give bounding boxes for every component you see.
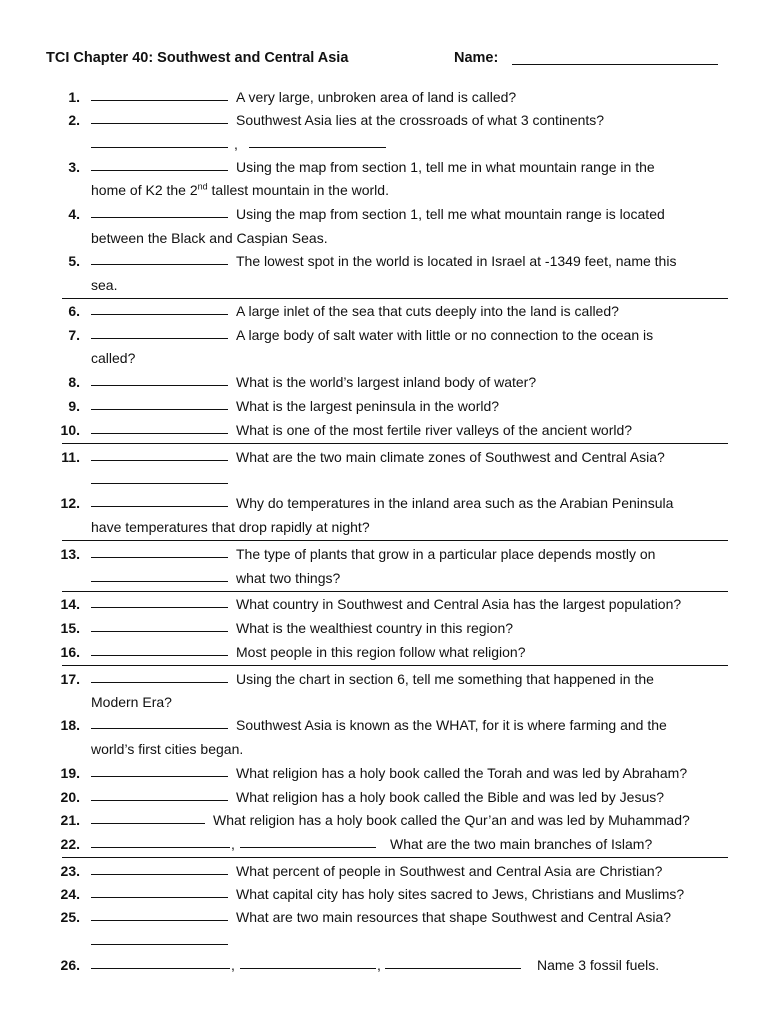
answer-line[interactable] xyxy=(91,714,228,729)
answer-line[interactable] xyxy=(91,446,228,461)
question-text: Name 3 fossil fuels. xyxy=(537,957,660,973)
question-text-continued: home of K2 the 2nd tallest mountain in the world. xyxy=(91,181,389,198)
question-18-continued xyxy=(0,738,770,760)
question-number: 26. xyxy=(60,957,80,973)
question-number: 3. xyxy=(68,159,80,175)
question-text: The type of plants that grow in a particular place depends mostly on xyxy=(236,546,656,562)
question-13 xyxy=(0,543,770,565)
question-3 xyxy=(0,156,770,178)
question-6 xyxy=(0,300,770,322)
answer-line[interactable] xyxy=(91,543,228,558)
question-text: Why do temperatures in the inland area such as the Arabian Peninsula xyxy=(236,495,674,511)
question-text: A very large, unbroken area of land is called? xyxy=(236,89,517,105)
answer-line[interactable] xyxy=(91,109,228,124)
question-5-continued xyxy=(0,274,770,296)
question-25-extra-answer xyxy=(0,930,770,952)
question-text: What are the two main climate zones of Southwest and Central Asia? xyxy=(236,449,665,465)
question-number: 13. xyxy=(60,546,80,562)
answer-line[interactable] xyxy=(91,954,230,969)
answer-line[interactable] xyxy=(91,762,228,777)
question-number: 18. xyxy=(60,717,80,733)
section-divider xyxy=(62,665,728,666)
question-text: What religion has a holy book called the Bible and was led by Jesus? xyxy=(236,789,665,805)
answer-line[interactable] xyxy=(91,300,228,315)
question-text: The lowest spot in the world is located in Israel at -1349 feet, name this xyxy=(236,253,677,269)
question-text: Southwest Asia lies at the crossroads of what 3 continents? xyxy=(236,112,605,128)
question-1 xyxy=(0,86,770,108)
question-13-continued xyxy=(0,567,770,589)
answer-line[interactable] xyxy=(91,371,228,386)
answer-line[interactable] xyxy=(91,641,228,656)
question-number: 1. xyxy=(68,89,80,105)
question-12-continued xyxy=(0,516,770,538)
question-number: 10. xyxy=(60,422,80,438)
answer-line[interactable] xyxy=(91,930,228,945)
answer-line[interactable] xyxy=(91,906,228,921)
answer-line[interactable] xyxy=(91,567,228,582)
answer-line[interactable] xyxy=(91,324,228,339)
question-number: 9. xyxy=(68,398,80,414)
question-2 xyxy=(0,109,770,131)
question-number: 8. xyxy=(68,374,80,390)
question-18 xyxy=(0,714,770,736)
question-3-continued xyxy=(0,179,770,201)
question-16 xyxy=(0,641,770,663)
comma: , xyxy=(231,836,235,852)
question-26 xyxy=(0,954,770,976)
question-5 xyxy=(0,250,770,272)
question-number: 5. xyxy=(68,253,80,269)
answer-line[interactable] xyxy=(385,954,521,969)
comma: , xyxy=(231,957,235,973)
question-15 xyxy=(0,617,770,639)
question-number: 16. xyxy=(60,644,80,660)
answer-line[interactable] xyxy=(91,395,228,410)
question-text: Using the map from section 1, tell me in what mountain range in the xyxy=(236,159,655,175)
section-divider xyxy=(62,591,728,592)
question-12 xyxy=(0,492,770,514)
question-number: 20. xyxy=(60,789,80,805)
question-4-continued xyxy=(0,227,770,249)
answer-line[interactable] xyxy=(249,133,386,148)
question-number: 6. xyxy=(68,303,80,319)
comma: , xyxy=(234,136,238,152)
question-number: 14. xyxy=(60,596,80,612)
answer-line[interactable] xyxy=(91,156,228,171)
question-number: 19. xyxy=(60,765,80,781)
question-7-continued xyxy=(0,347,770,369)
answer-line[interactable] xyxy=(91,133,228,148)
answer-line[interactable] xyxy=(91,419,228,434)
question-20 xyxy=(0,786,770,808)
answer-line[interactable] xyxy=(91,786,228,801)
question-number: 11. xyxy=(61,449,80,465)
answer-line[interactable] xyxy=(91,617,228,632)
question-number: 7. xyxy=(68,327,80,343)
question-number: 17. xyxy=(60,671,80,687)
question-text: What country in Southwest and Central Asia has the largest population? xyxy=(236,596,682,612)
question-text: A large body of salt water with little or no connection to the ocean is xyxy=(236,327,654,343)
section-divider xyxy=(62,540,728,541)
question-2-extra-answers xyxy=(0,133,770,155)
question-8 xyxy=(0,371,770,393)
section-divider xyxy=(62,857,728,858)
question-number: 15. xyxy=(60,620,80,636)
question-number: 22. xyxy=(60,836,80,852)
question-text-continued: called? xyxy=(91,350,136,366)
question-11-extra-answer xyxy=(0,469,770,491)
question-23 xyxy=(0,860,770,882)
answer-line[interactable] xyxy=(91,469,228,484)
question-text-continued: Modern Era? xyxy=(91,694,172,710)
worksheet-header xyxy=(46,50,724,70)
question-text-continued: have temperatures that drop rapidly at night? xyxy=(91,519,370,535)
answer-line[interactable] xyxy=(91,86,228,101)
answer-line[interactable] xyxy=(91,668,228,683)
answer-line[interactable] xyxy=(91,883,228,898)
question-24 xyxy=(0,883,770,905)
question-11 xyxy=(0,446,770,468)
comma: , xyxy=(377,957,381,973)
question-10 xyxy=(0,419,770,441)
question-number: 12. xyxy=(60,495,80,511)
question-7 xyxy=(0,324,770,346)
answer-line[interactable] xyxy=(91,492,228,507)
question-text-continued: sea. xyxy=(91,277,118,293)
question-17 xyxy=(0,668,770,690)
question-text: What is one of the most fertile river valleys of the ancient world? xyxy=(236,422,633,438)
worksheet-title: TCI Chapter 40: Southwest and Central Asia xyxy=(46,50,349,66)
question-22 xyxy=(0,833,770,855)
name-label: Name: xyxy=(454,50,499,66)
question-text: What are two main resources that shape Southwest and Central Asia? xyxy=(236,909,672,925)
answer-line[interactable] xyxy=(91,203,228,218)
question-text: A large inlet of the sea that cuts deeply into the land is called? xyxy=(236,303,619,319)
question-number: 2. xyxy=(68,112,80,128)
answer-line[interactable] xyxy=(240,954,376,969)
answer-line[interactable] xyxy=(91,860,228,875)
answer-line[interactable] xyxy=(91,593,228,608)
question-21 xyxy=(0,809,770,831)
question-text: What is the world’s largest inland body of water? xyxy=(236,374,537,390)
question-text: What is the largest peninsula in the world? xyxy=(236,398,500,414)
name-answer-line[interactable] xyxy=(512,50,718,65)
question-text: Using the map from section 1, tell me what mountain range is located xyxy=(236,206,665,222)
answer-line[interactable] xyxy=(91,809,205,824)
question-9 xyxy=(0,395,770,417)
question-text: What religion has a holy book called the Qur’an and was led by Muhammad? xyxy=(213,812,690,828)
question-number: 23. xyxy=(60,863,80,879)
question-text: What religion has a holy book called the Torah and was led by Abraham? xyxy=(236,765,688,781)
question-text-continued: what two things? xyxy=(236,570,341,586)
question-text: Using the chart in section 6, tell me something that happened in the xyxy=(236,671,654,687)
answer-line[interactable] xyxy=(91,833,230,848)
question-text: What is the wealthiest country in this region? xyxy=(236,620,514,636)
question-text-continued: between the Black and Caspian Seas. xyxy=(91,230,328,246)
section-divider xyxy=(62,443,728,444)
answer-line[interactable] xyxy=(91,250,228,265)
question-number: 21. xyxy=(60,812,80,828)
question-4 xyxy=(0,203,770,225)
question-number: 24. xyxy=(60,886,80,902)
question-text-continued: world’s first cities began. xyxy=(91,741,244,757)
answer-line[interactable] xyxy=(240,833,376,848)
question-text: Southwest Asia is known as the WHAT, for it is where farming and the xyxy=(236,717,667,733)
section-divider xyxy=(62,298,728,299)
question-text: What capital city has holy sites sacred to Jews, Christians and Muslims? xyxy=(236,886,685,902)
question-text: Most people in this region follow what religion? xyxy=(236,644,526,660)
question-25 xyxy=(0,906,770,928)
question-number: 4. xyxy=(68,206,80,222)
question-number: 25. xyxy=(60,909,80,925)
question-19 xyxy=(0,762,770,784)
question-text: What are the two main branches of Islam? xyxy=(390,836,653,852)
question-17-continued xyxy=(0,691,770,713)
question-14 xyxy=(0,593,770,615)
question-text: What percent of people in Southwest and Central Asia are Christian? xyxy=(236,863,663,879)
